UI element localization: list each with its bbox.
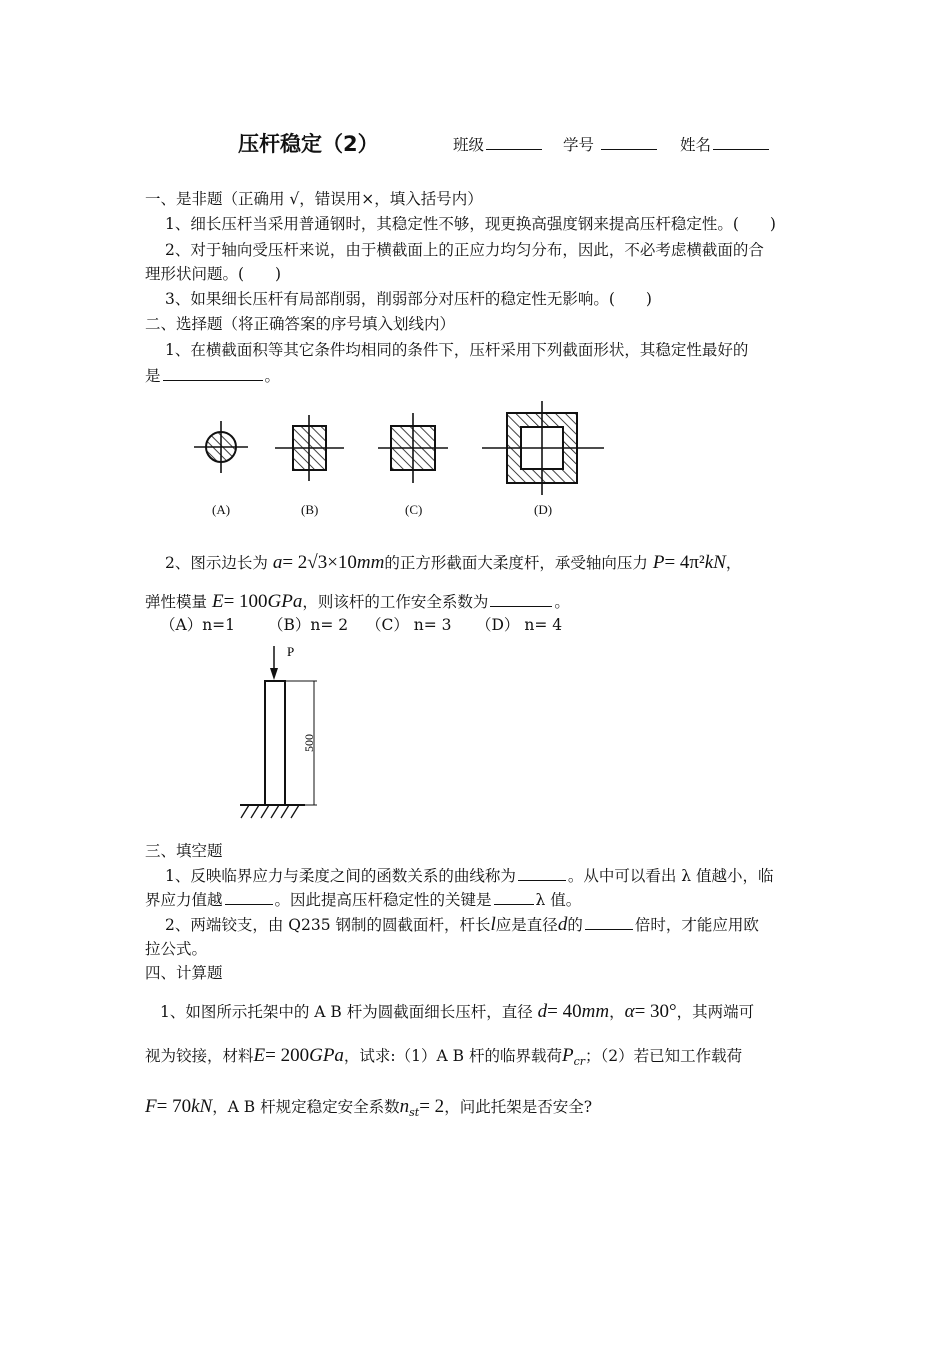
diameter-value: = 40 bbox=[547, 1001, 582, 1022]
sec3-q1b-post: λ 值。 bbox=[535, 891, 582, 909]
diameter-symbol: d bbox=[557, 914, 568, 935]
sec2-q2b-pre: 弹性模量 bbox=[145, 593, 208, 611]
working-load-unit: kN bbox=[191, 1096, 213, 1117]
stress-change-blank[interactable] bbox=[225, 888, 273, 905]
sec2-q2b-post: ，则该杆的工作安全系数为 bbox=[302, 593, 489, 611]
load-symbol: P bbox=[652, 552, 665, 573]
option-c: （C） n= 3 bbox=[366, 616, 452, 634]
sec2-q1-line1: 1、在横截面积等其它条件均相同的条件下，压杆采用下列截面形状，其稳定性最好的 bbox=[165, 341, 749, 359]
option-d: （D） n= 4 bbox=[476, 616, 563, 634]
key-factor-blank[interactable] bbox=[494, 888, 534, 905]
sec4-q1-sep: ， bbox=[609, 1003, 625, 1021]
angle-symbol: α bbox=[624, 1001, 635, 1022]
option-a: （A）n=1 bbox=[160, 616, 236, 634]
sec4-q1-line3 bbox=[145, 1096, 592, 1124]
sec2-q1-blank[interactable] bbox=[163, 364, 263, 381]
sec4-q1-pre: 1、如图所示托架中的 A B 杆为圆截面细长压杆，直径 bbox=[160, 1003, 533, 1021]
section-3-heading: 三、填空题 bbox=[145, 842, 223, 860]
sec1-q3: 3、如果细长压杆有局部削弱，削弱部分对压杆的稳定性无影响。( ) bbox=[165, 290, 652, 308]
page-title: 压杆稳定（2） bbox=[238, 132, 379, 156]
class-label: 班级 bbox=[453, 136, 485, 154]
modulus-symbol-2: E bbox=[253, 1045, 266, 1066]
sec3-q1-line1 bbox=[165, 864, 774, 887]
name-field bbox=[680, 133, 771, 155]
modulus-unit: GPa bbox=[267, 591, 303, 612]
sec4-q1c-mid: ，A B 杆规定稳定安全系数 bbox=[212, 1098, 400, 1116]
student-id-blank[interactable] bbox=[601, 133, 657, 150]
safety-factor-blank[interactable] bbox=[490, 590, 552, 607]
side-length-value: = 2√3×10 bbox=[282, 552, 357, 573]
sec3-q1-post: 。从中可以看出 λ 值越小，临 bbox=[567, 867, 774, 885]
section-c-label: (C) bbox=[405, 502, 423, 517]
section-d-hollow-square bbox=[482, 401, 604, 495]
sec3-q1b-mid: 。因此提高压杆稳定性的关键是 bbox=[274, 891, 492, 909]
section-b-rectangle bbox=[275, 415, 344, 481]
section-a-label: (A) bbox=[212, 502, 231, 517]
diameter-unit: mm bbox=[581, 1001, 610, 1022]
side-length-unit: mm bbox=[356, 552, 385, 573]
section-4-heading: 四、计算题 bbox=[145, 964, 223, 982]
load-unit: kN bbox=[704, 552, 726, 573]
angle-value: = 30° bbox=[634, 1001, 677, 1022]
name-blank[interactable] bbox=[713, 133, 769, 150]
working-load-value: = 70 bbox=[156, 1096, 192, 1117]
sec4-q1b-pre: 视为铰接，材料 bbox=[145, 1047, 254, 1065]
sec2-q1-pre: 是 bbox=[145, 367, 161, 385]
sec4-q1b-post: ；（2）若已知工作载荷 bbox=[584, 1047, 743, 1065]
modulus-value: = 100 bbox=[223, 591, 268, 612]
sec2-q1-line2 bbox=[145, 364, 280, 387]
sec4-q1-line2 bbox=[145, 1045, 742, 1073]
modulus-unit-2: GPa bbox=[309, 1045, 344, 1066]
column-figure bbox=[235, 640, 335, 825]
sec2-q2b-end: 。 bbox=[554, 593, 570, 611]
modulus-value-2: = 200 bbox=[265, 1045, 310, 1066]
section-c-square bbox=[378, 413, 448, 483]
modulus-symbol: E bbox=[211, 591, 224, 612]
sec3-q1-pre: 1、反映临界应力与柔度之间的函数关系的曲线称为 bbox=[165, 867, 516, 885]
sec4-q1-line1 bbox=[160, 1001, 754, 1023]
name-label: 姓名 bbox=[680, 136, 712, 154]
student-id-field bbox=[563, 133, 659, 155]
sec1-q1: 1、细长压杆当采用普通钢时，其稳定性不够，现更换高强度钢来提高压杆稳定性。( ) bbox=[165, 215, 776, 233]
length-dimension-label: 500 bbox=[302, 734, 316, 752]
sec2-q2-line1 bbox=[165, 552, 741, 574]
sec1-q2-line1: 2、对于轴向受压杆来说，由于横截面上的正应力均匀分布，因此，不必考虑横截面的合 bbox=[165, 241, 764, 259]
sec3-q2-line1 bbox=[165, 913, 759, 936]
sec3-q2-mid2: 的 bbox=[567, 916, 583, 934]
sec3-q2-line2: 拉公式。 bbox=[145, 940, 208, 958]
section-1-heading: 一、是非题（正确用 √，错误用×，填入括号内） bbox=[145, 190, 483, 208]
load-label: P bbox=[287, 644, 295, 659]
class-blank[interactable] bbox=[486, 133, 542, 150]
sec2-q2-mid: 的正方形截面大柔度杆，承受轴向压力 bbox=[384, 554, 648, 572]
sec4-q1b-mid: ，试求:（1）A B 杆的临界载荷 bbox=[343, 1047, 562, 1065]
length-symbol: l bbox=[490, 914, 496, 935]
section-a-circle bbox=[194, 421, 248, 473]
sec3-q1-line2 bbox=[145, 888, 581, 911]
curve-name-blank[interactable] bbox=[518, 864, 566, 881]
critical-load-symbol: P bbox=[561, 1045, 574, 1066]
class-field bbox=[453, 133, 544, 155]
student-id-label: 学号 bbox=[563, 136, 595, 154]
sec2-q2-line2 bbox=[145, 590, 570, 613]
option-b: （B）n= 2 bbox=[268, 616, 349, 634]
load-value: = 4π² bbox=[664, 552, 705, 573]
sec2-q2-pre: 2、图示边长为 bbox=[165, 554, 268, 572]
sec3-q2-pre: 2、两端铰支，由 Q235 钢制的圆截面杆，杆长 bbox=[165, 916, 491, 934]
side-length-symbol: a bbox=[272, 552, 283, 573]
diameter-symbol-2: d bbox=[537, 1001, 548, 1022]
sec3-q2-mid: 应是直径 bbox=[495, 916, 558, 934]
sec4-q1c-post: ，问此托架是否安全? bbox=[444, 1098, 592, 1116]
section-2-heading: 二、选择题（将正确答案的序号填入划线内） bbox=[145, 315, 456, 333]
safety-factor-value: = 2 bbox=[419, 1096, 445, 1117]
cross-sections-figure bbox=[180, 395, 620, 500]
safety-factor-subscript: st bbox=[409, 1106, 420, 1120]
sec1-q2-line2: 理形状问题。( ) bbox=[145, 265, 282, 283]
sec2-q1-post: 。 bbox=[264, 367, 281, 385]
critical-load-subscript: cr bbox=[573, 1055, 585, 1069]
sec3-q1b-pre: 界应力值越 bbox=[145, 891, 223, 909]
section-b-label: (B) bbox=[301, 502, 319, 517]
sec2-q2-end: ， bbox=[725, 554, 742, 572]
sec3-q2-post: 倍时，才能应用欧 bbox=[634, 916, 759, 934]
ratio-blank[interactable] bbox=[585, 913, 633, 930]
safety-factor-symbol: n bbox=[399, 1096, 410, 1117]
section-d-label: (D) bbox=[534, 502, 553, 517]
working-load-symbol: F bbox=[145, 1096, 157, 1117]
sec4-q1-post: ，其两端可 bbox=[676, 1003, 755, 1021]
